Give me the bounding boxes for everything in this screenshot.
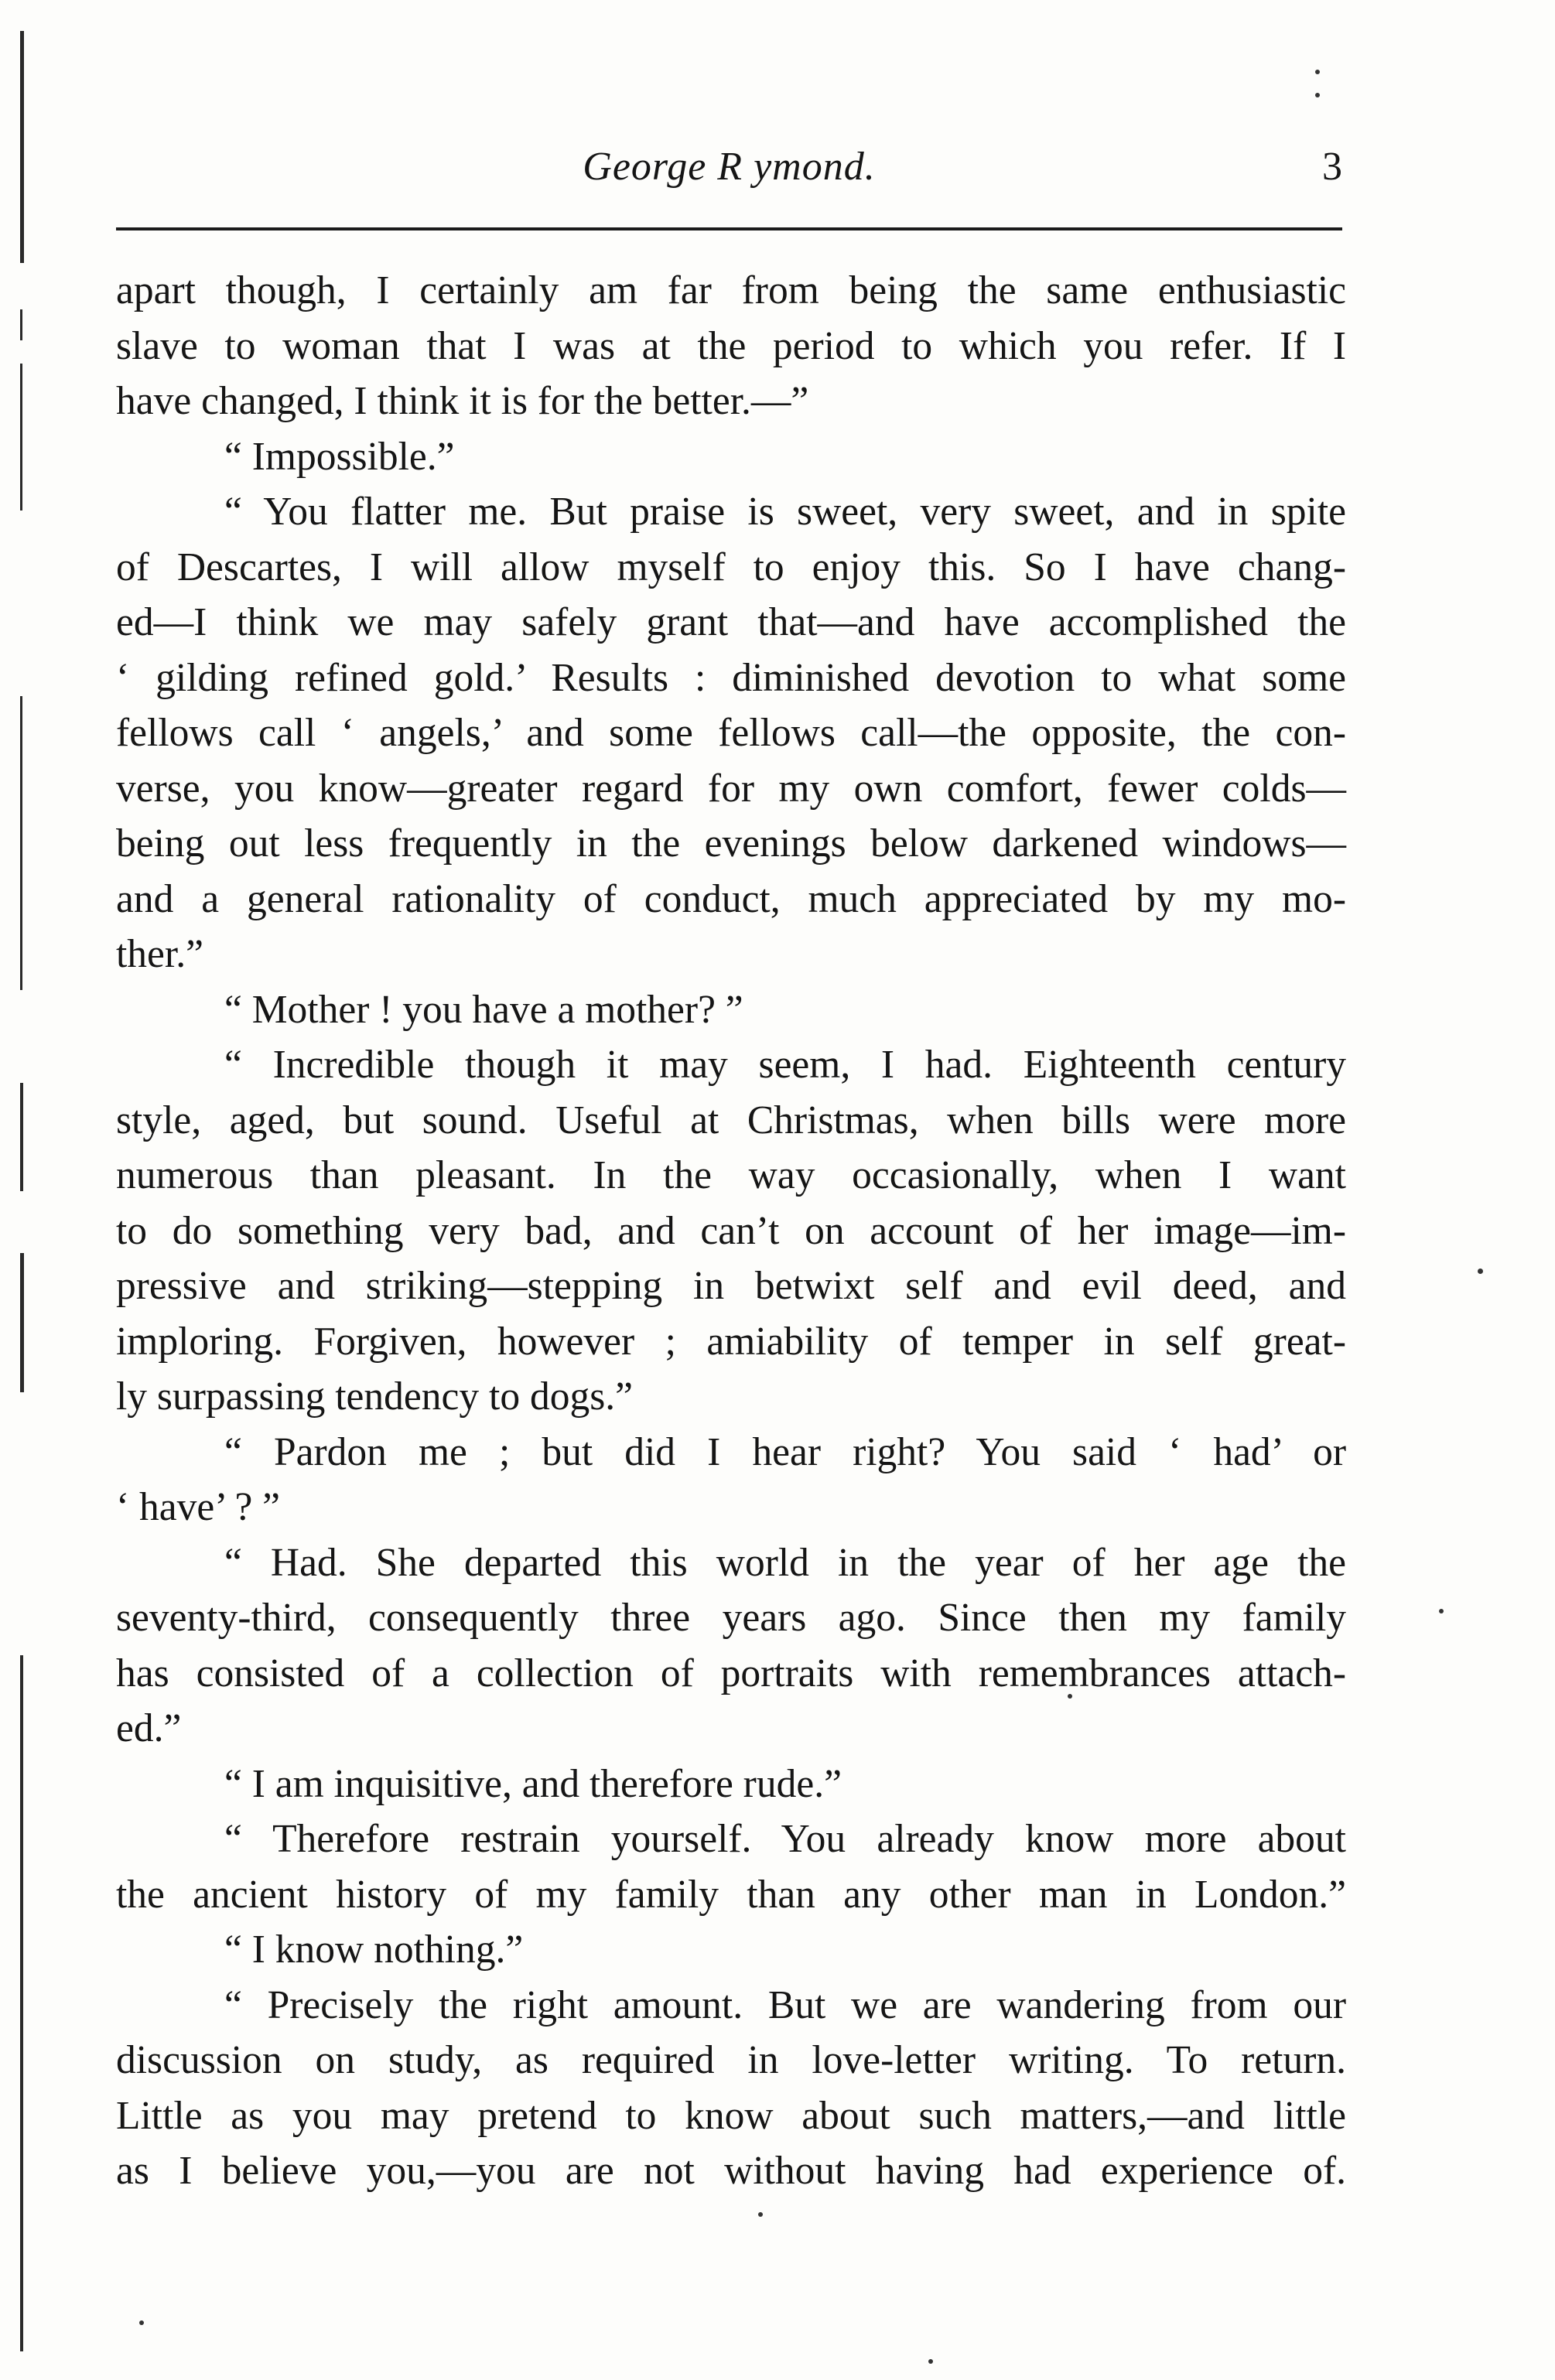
text-line: “ Therefore restrain yourself. You already know more about (224, 1817, 1346, 1861)
text-line: “ Mother ! you have a mother? ” (224, 987, 743, 1032)
text-line: being out less frequently in the evenings below darkened windows— (116, 821, 1346, 866)
body-text (116, 263, 1346, 2199)
scan-speck (1478, 1269, 1483, 1274)
text-line: discussion on study, as required in love-letter writing. To return. (116, 2038, 1346, 2082)
text-line: the ancient history of my family than any other man in London.” (116, 1872, 1346, 1917)
text-line: ed—I think we may safely grant that—and have accomplished the (116, 600, 1346, 644)
text-line: has consisted of a collection of portraits with remembrances attach- (116, 1651, 1346, 1695)
text-line: verse, you know—greater regard for my own comfort, fewer colds— (116, 766, 1346, 811)
page-number: 3 (1322, 145, 1342, 189)
text-line: and a general rationality of conduct, much appreciated by my mo- (116, 876, 1346, 921)
text-line: have changed, I think it is for the better.—” (116, 379, 809, 423)
text-line: “ I am inquisitive, and therefore rude.” (224, 1761, 842, 1806)
text-line: “ Incredible though it may seem, I had. Eighteenth century (224, 1043, 1346, 1087)
text-line: fellows call ‘ angels,’ and some fellows call—the opposite, the con- (116, 711, 1346, 755)
text-line: of Descartes, I will allow myself to enjoy this. So I have chang- (116, 545, 1346, 589)
text-line: to do something very bad, and can’t on account of her image—im- (116, 1208, 1346, 1253)
text-line: slave to woman that I was at the period to which you refer. If I (116, 323, 1346, 368)
text-line: style, aged, but sound. Useful at Christmas, when bills were more (116, 1098, 1346, 1142)
scan-speck (139, 2320, 144, 2325)
header-rule (116, 227, 1342, 230)
scan-speck (758, 2212, 763, 2217)
text-line: ed.” (116, 1706, 182, 1750)
text-line: “ Precisely the right amount. But we are wandering from our (224, 1982, 1346, 2027)
text-line: “ You flatter me. But praise is sweet, very sweet, and in spite (224, 490, 1346, 534)
running-title: George R ymond. (583, 145, 876, 189)
text-line: apart though, I certainly am far from being the same enthusiastic (116, 268, 1346, 312)
text-line: “ Pardon me ; but did I hear right? You said ‘ had’ or (224, 1429, 1346, 1474)
text-line: ‘ gilding refined gold.’ Results : diminished devotion to what some (116, 655, 1346, 700)
text-line: ther.” (116, 932, 203, 976)
text-line: ‘ have’ ? ” (116, 1485, 281, 1529)
scan-speck (1439, 1609, 1444, 1613)
text-line: as I believe you,—you are not without having had experience of. (116, 2149, 1346, 2193)
text-line: seventy-third, consequently three years ago. Since then my family (116, 1596, 1346, 1640)
text-line: numerous than pleasant. In the way occasionally, when I want (116, 1153, 1346, 1197)
text-line: pressive and striking—stepping in betwixt self and evil deed, and (116, 1264, 1346, 1308)
scan-speck (1315, 93, 1320, 97)
scan-speck (1315, 70, 1320, 74)
page-header (116, 144, 1342, 213)
text-line: “ Had. She departed this world in the year of her age the (224, 1540, 1346, 1585)
text-line: imploring. Forgiven, however ; amiability of temper in self great- (116, 1319, 1346, 1364)
text-line: “ Impossible.” (224, 434, 455, 479)
text-line: “ I know nothing.” (224, 1928, 524, 1972)
binding-edge-marks (20, 31, 28, 2351)
text-line: ly surpassing tendency to dogs.” (116, 1374, 633, 1419)
text-line: Little as you may pretend to know about such matters,—and little (116, 2093, 1346, 2138)
scan-speck (928, 2359, 933, 2364)
